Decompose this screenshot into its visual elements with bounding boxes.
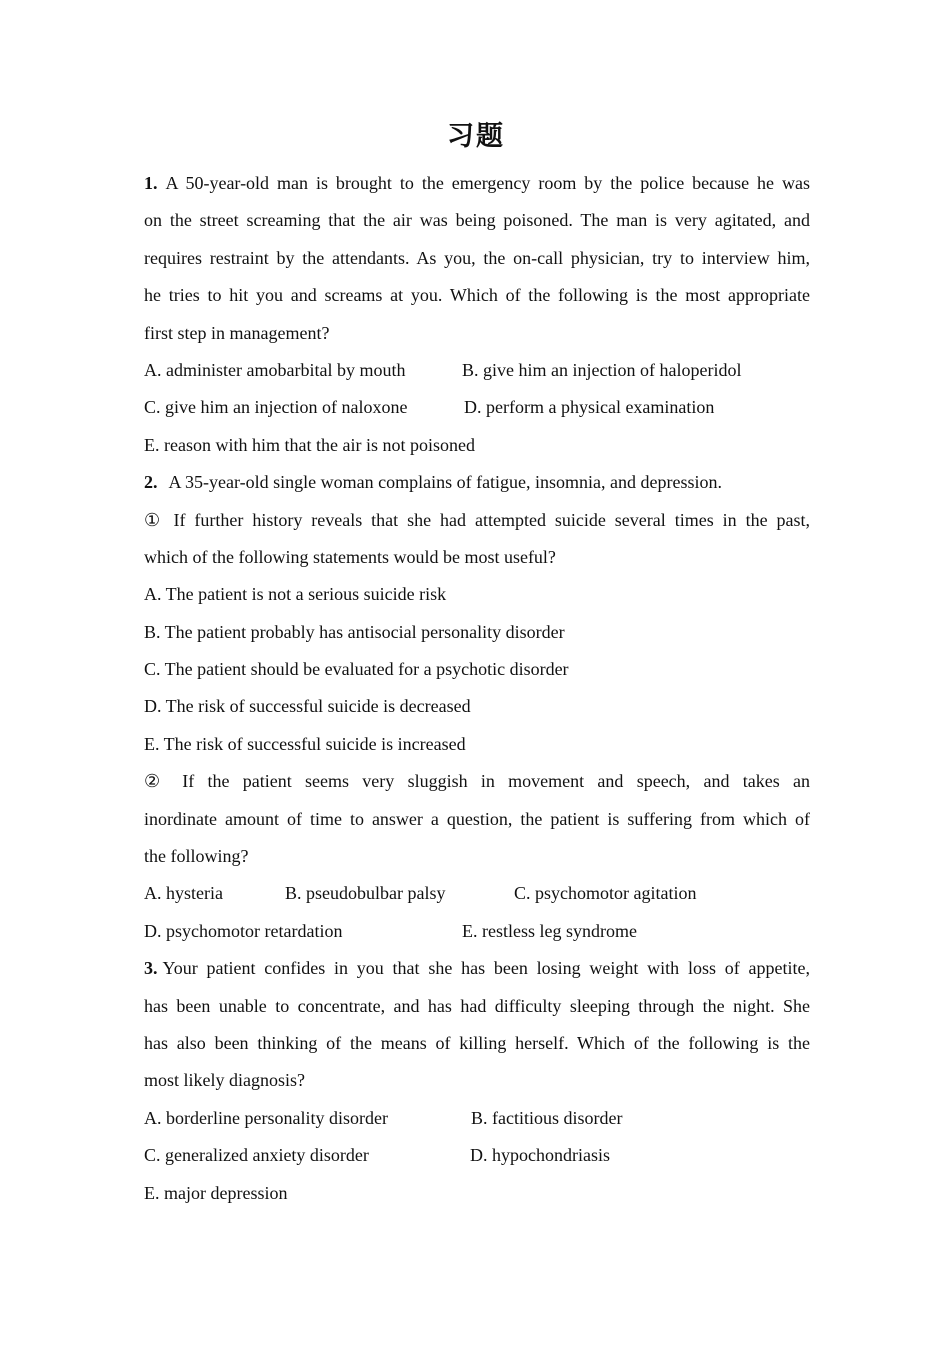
question-3 [144,950,810,1212]
option-e: E. reason with him that the air is not poisoned [144,434,475,455]
option-d: D. The risk of successful suicide is decreased [144,696,471,717]
option-e: E. restless leg syndrome [462,920,637,941]
question-3-stem-line-1: Your patient confides in you that she has been losing weight with loss of appetite, [162,958,810,979]
part-2-options-row-1 [144,875,810,912]
question-number: 1. [144,173,158,193]
question-3-options-row-1 [144,1100,810,1137]
option-a: A. The patient is not a serious suicide risk [144,584,447,605]
option-c: C. generalized anxiety disorder [144,1145,369,1166]
question-1-options-row-2 [144,389,810,426]
option-e: E. major depression [144,1182,288,1203]
question-3-stem-line-2: has been unable to concentrate, and has had difficulty sleeping through the night. She [144,995,810,1016]
question-2-line [144,464,810,501]
option-a: A. hysteria [144,883,223,904]
question-1-stem-line-1: A 50-year-old man is brought to the emergency room by the police because he was [165,173,810,193]
question-1 [144,165,810,464]
part-2-stem-line-3: the following? [144,846,249,867]
question-2-part-2 [144,763,810,950]
exercise-list [144,165,810,1212]
question-1-line [144,165,810,202]
option-a: A. administer amobarbital by mouth [144,359,406,380]
option-c: C. The patient should be evaluated for a psychotic disorder [144,659,569,680]
option-d: D. hypochondriasis [470,1145,610,1166]
part-2-options-row-2 [144,913,810,950]
question-2-part-1 [144,502,810,764]
question-3-stem-line-4: most likely diagnosis? [144,1070,305,1091]
option-b: B. give him an injection of haloperidol [462,359,742,380]
option-e: E. The risk of successful suicide is increased [144,733,466,754]
question-number: 3. [144,958,158,979]
question-3-stem-line-3: has also been thinking of the means of killing herself. Which of the following is the [144,1032,810,1053]
part-1-stem-line-1: ① If further history reveals that she had attempted suicide several times in the past, [144,509,810,530]
question-2 [144,464,810,950]
question-number: 2. [144,472,158,493]
question-2-stem: A 35-year-old single woman complains of fatigue, insomnia, and depression. [168,472,723,493]
part-1-stem-line-2: which of the following statements would be most useful? [144,546,556,567]
question-1-stem-line-3: requires restraint by the attendants. As you, the on-call physician, try to interview him, [144,247,810,268]
question-1-stem-line-2: on the street screaming that the air was being poisoned. The man is very agitated, and [144,210,810,231]
option-b: B. factitious disorder [471,1107,623,1128]
question-1-stem-line-4: he tries to hit you and screams at you. Which of the following is the most appropriate [144,285,810,306]
option-b: B. The patient probably has antisocial personality disorder [144,621,565,642]
option-c: C. give him an injection of naloxone [144,397,408,418]
option-d: D. perform a physical examination [464,397,715,418]
question-1-stem-line-5: first step in management? [144,322,330,343]
question-1-options-row-1 [144,352,810,389]
question-3-line [144,950,810,987]
question-3-options-row-2 [144,1137,810,1174]
option-c: C. psychomotor agitation [514,883,697,904]
page-title: 习题 [447,121,505,152]
part-2-stem-line-2: inordinate amount of time to answer a question, the patient is suffering from which of [144,808,810,829]
part-2-stem-line-1: ② If the patient seems very sluggish in movement and speech, and takes an [144,771,810,792]
option-a: A. borderline personality disorder [144,1107,388,1128]
option-b: B. pseudobulbar palsy [285,883,446,904]
option-d: D. psychomotor retardation [144,920,343,941]
